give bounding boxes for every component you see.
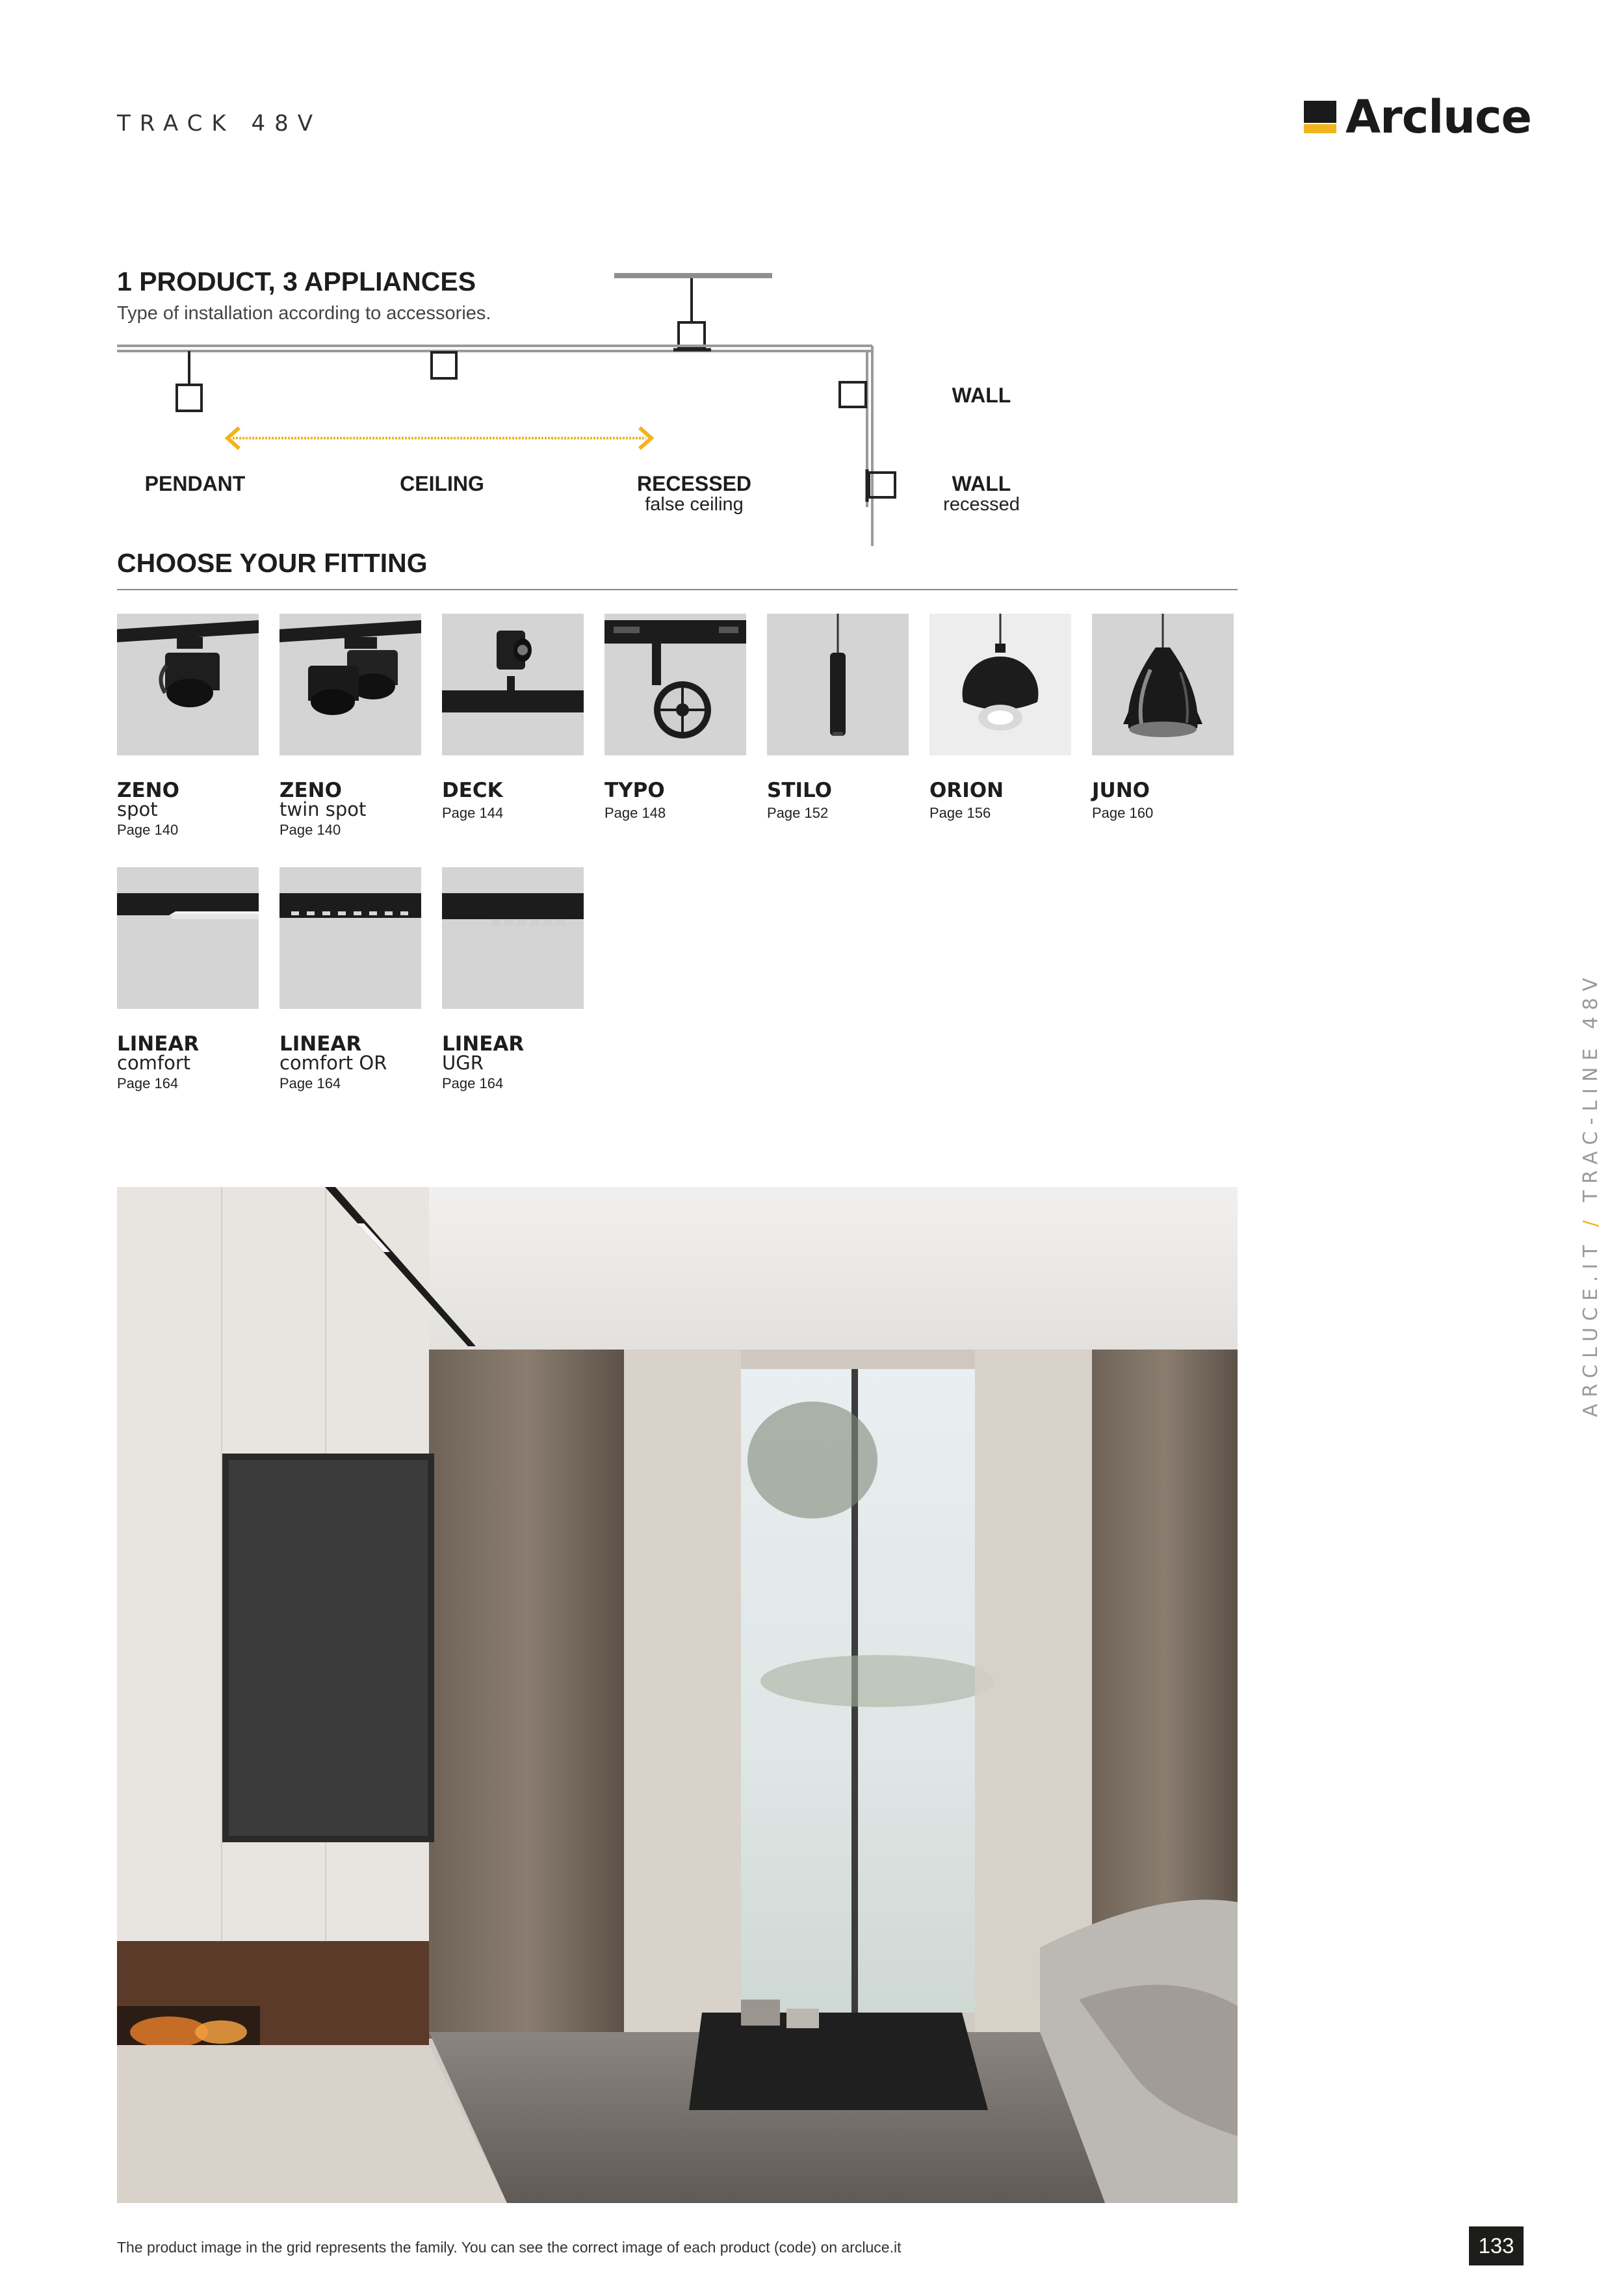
fitting-name: STILO	[767, 779, 833, 802]
fitting-page-link[interactable]: Page 164	[279, 1075, 341, 1091]
section-divider	[117, 589, 1238, 590]
fitting-variant: comfort	[117, 1052, 191, 1074]
fitting-name: LINEAR	[279, 1032, 362, 1056]
fitting-name: LINEAR	[117, 1032, 200, 1056]
section-title: TRACK 48V	[117, 111, 322, 137]
linear-ugr-icon[interactable]	[442, 867, 584, 1009]
fitting-name: ORION	[929, 779, 1004, 802]
fitting-page-link[interactable]: Page 160	[1092, 805, 1154, 821]
zeno-twin-spot-icon[interactable]	[279, 614, 421, 755]
side-label-separator: /	[1579, 1214, 1602, 1227]
linear-comfort-icon[interactable]	[117, 867, 259, 1009]
fitting-page-link[interactable]: Page 140	[279, 822, 341, 838]
fitting-page-link[interactable]: Page 148	[604, 805, 666, 821]
fitting-name: ZENO	[117, 779, 179, 802]
fitting-page-link[interactable]: Page 164	[442, 1075, 504, 1091]
install-type-recessed-sub: false ceiling	[645, 494, 744, 515]
footer-note: The product image in the grid represents the family. You can see the correct image of each product (code) on arcluce.it	[117, 2239, 902, 2256]
juno-icon[interactable]	[1092, 614, 1234, 755]
fitting-variant: comfort OR	[279, 1052, 387, 1074]
page-number: 133	[1469, 2226, 1524, 2265]
installation-title: 1 PRODUCT, 3 APPLIANCES	[117, 267, 476, 296]
brand-name: Arcluce	[1345, 90, 1531, 144]
installation-diagram	[0, 0, 1623, 585]
deck-icon[interactable]	[442, 614, 584, 755]
interior-photo	[117, 1187, 1238, 2203]
product-line-label: TRAC-LINE 48V	[1579, 971, 1602, 1203]
fitting-page-link[interactable]: Page 140	[117, 822, 179, 838]
fitting-name: TYPO	[604, 779, 665, 802]
fittings-title: CHOOSE YOUR FITTING	[117, 548, 428, 578]
zeno-spot-icon[interactable]	[117, 614, 259, 755]
fitting-name: LINEAR	[442, 1032, 525, 1056]
installation-subtitle: Type of installation according to accessories.	[117, 303, 491, 324]
fitting-name: JUNO	[1092, 779, 1150, 802]
website-label: ARCLUCE.IT	[1579, 1238, 1602, 1417]
install-type-pendant: PENDANT	[144, 472, 246, 495]
fitting-page-link[interactable]: Page 164	[117, 1075, 179, 1091]
typo-icon[interactable]	[604, 614, 746, 755]
fitting-name: DECK	[442, 779, 503, 802]
fitting-page-link[interactable]: Page 144	[442, 805, 504, 821]
install-type-wall-recessed: WALL	[952, 472, 1011, 495]
fitting-variant: spot	[117, 798, 158, 820]
install-type-wall-recessed-sub: recessed	[943, 494, 1020, 515]
fitting-name: ZENO	[279, 779, 342, 802]
install-type-recessed: RECESSED	[636, 472, 752, 495]
linear-comfort-or-icon[interactable]	[279, 867, 421, 1009]
install-type-wall: WALL	[952, 384, 1011, 407]
fitting-page-link[interactable]: Page 152	[767, 805, 829, 821]
orion-icon[interactable]	[929, 614, 1071, 755]
fitting-page-link[interactable]: Page 156	[929, 805, 991, 821]
stilo-icon[interactable]	[767, 614, 909, 755]
install-type-ceiling: CEILING	[400, 472, 484, 495]
fitting-variant: UGR	[442, 1052, 484, 1074]
side-label	[1557, 949, 1602, 1417]
fitting-variant: twin spot	[279, 798, 367, 820]
